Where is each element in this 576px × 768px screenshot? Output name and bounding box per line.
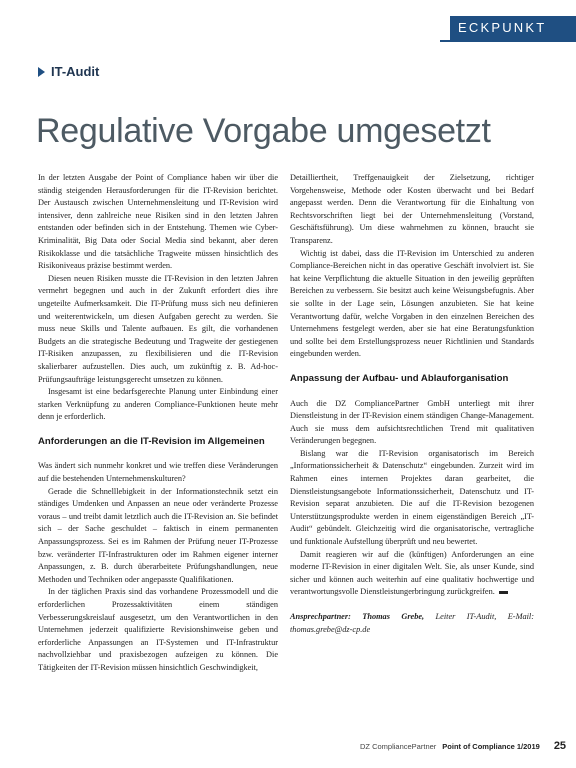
contact-details: Leiter IT-Audit, E-Mail: thomas.grebe@dz-cp.de	[290, 612, 535, 634]
paragraph: Gerade die Schnelllebigkeit in der Informationstechnik setzt ein ständiges Umdenken und Anpassen an neue oder veränderte Prozesse voraus – und treibt damit letztlich auch die IT-Revision an. Sie befindet sich – der Sache geschuldet – faktisch in einem permanenten Anpassungsprozess. Sei es im Rahmen der Prüfung neuer IT-Prozesse bzw. veränderter IT-Infrastrukturen oder im Rahmen eigener interner Anpassungen, z. B. durch überarbeitete Prüfungshandlungen, neue Methoden und Techniken oder angepasste Qualifikationen.	[38, 486, 278, 584]
paragraph-text: Damit reagieren wir auf die (künftigen) Anforderungen an eine moderne IT-Revision in einer digitalen Welt. Sie, als unser Kunde, sind sicher und können auch weiterhin auf eine qualitativ hochwertige und verantwortungsvolle Dienstleistungerbringung zurückgreifen.	[290, 549, 534, 597]
paragraph: Was ändert sich nunmehr konkret und wie treffen diese Veränderungen auf die bestehenden Unternehmenskulturen?	[38, 461, 278, 484]
section-heading	[38, 64, 99, 79]
paragraph: Insgesamt ist eine bedarfsgerechte Planung unter Einbindung einer starken Verknüpfung zu anderen Compliance-Funktionen heute mehr denn je erforderlich.	[38, 387, 278, 422]
paragraph	[290, 549, 534, 599]
paragraph: Wichtig ist dabei, dass die IT-Revision im Unterschied zu anderen Compliance-Bereichen nicht in das operative Geschäft involviert ist. Sie hat keine Verpflichtung die aktuelle Situation in den jeweilig geprüften Bereichen zu verbessern. Sie besitzt auch keine Weisungsbefugnis. Aber sie sollte in der Lage sein, Lösungen anzubieten. Sie hat keine Verantwortung dafür, welche Vorgaben in den einzelnen Bereichen des Unternehmens festgelegt werden, aber sie hat eine Beratungsfunktion und sollte bei dem Erstellungsprozess neuer Richtlinien und Standards eingebunden werden.	[290, 248, 534, 359]
paragraph: In der täglichen Praxis sind das vorhandene Prozessmodell und die erforderlichen Prozessaktivitäten einem ständigen Verbesserungskreislauf ausgesetzt, um den Verantwortlichen in den Unternehmen jederzeit qualifizierte Revisionshinweise geben und erforderliche Anpassungen an IT-Systemen und IT-Infrastruktur nachvollziehbar und praxisbezogen aufzeigen zu können. Die Tätigkeiten der IT-Revision müssen hinsichtlich Geschwindigkeit,	[38, 587, 278, 672]
subheading: Anpassung der Aufbau- und Ablauforganisation	[290, 372, 509, 384]
paragraph: In der letzten Ausgabe der Point of Compliance haben wir über die ständig steigenden Herausforderungen für die IT-Revision berichtet. Der Austausch zwischen Unternehmensleitung und IT-Revision wird intensiver, denn zahlreiche neue Risiken sind in den letzten Jahren entstanden oder befinden sich in der Entstehung. Themen wie Cyber-Kriminalität, Big Data oder Social Media sind bekannt, aber deren Risikoklasse und die tatsächliche Tragweite müssen hinsichtlich des Risikoniveaus präzise bestimmt werden.	[38, 173, 278, 271]
triangle-right-icon	[38, 67, 45, 77]
paragraph: Bislang war die IT-Revision organisatorisch im Bereich „Informationssicherheit & Datenschutz“ eingebunden. Zurzeit wird im Rahmen eines internen Projektes daran gearbeitet, die Dienstleistungsangebote Informationssicherheit, Datenschutz und IT-Revision separat anzubieten. Die auf die IT-Revision bezogenen Unterstützungsprodukte werden in einem eigenständigen Bereich „IT-Audit“ gebündelt. Gleichzeitig wird die organisatorische, vertragliche und funktionale Aufstellung überprüft und neu bewertet.	[290, 448, 534, 547]
page-number: 25	[553, 740, 567, 752]
section-label-eckpunkt: ECKPUNKT	[450, 16, 576, 40]
contact-label: Ansprechpartner:	[290, 612, 351, 621]
contact-name: Thomas Grebe,	[362, 612, 425, 621]
right-column	[290, 172, 534, 636]
header-rule	[440, 40, 576, 42]
paragraph: Detailliertheit, Treffgenauigkeit der Zielsetzung, richtiger Vorgehensweise, Methode oder Kosten überwacht und bei Bedarf angepasst werden. Denn die Verantwortung für die Einhaltung von Rechtsvorschriften liegt bei der Unternehmensleitung (Vorstand, Geschäftsführung). Um diese wahrnehmen zu können, braucht sie Transparenz.	[290, 173, 534, 245]
end-mark-icon	[499, 591, 508, 594]
section-title: IT-Audit	[51, 64, 100, 79]
article-headline: Regulative Vorgabe umgesetzt	[36, 112, 491, 150]
footer-company: DZ CompliancePartner	[360, 742, 437, 751]
footer-publication: Point of Compliance 1/2019	[442, 742, 540, 751]
subheading: Anforderungen an die IT-Revision im Allgemeinen	[38, 435, 265, 447]
top-bar	[0, 0, 576, 42]
left-column	[38, 172, 278, 675]
paragraph: Diesen neuen Risiken musste die IT-Revision in den letzten Jahren vermehrt begegnen und auch in der Zukunft erfordert dies ihre ungeteilte Aufmerksamkeit. Die IT-Prüfung muss sich neu definieren und weiterentwickeln, um diesen Aufgaben gerecht zu werden. Sie muss neue Skills und Talente aufbauen. Es gilt, die vorhandenen Budgets an die strategische Bedeutung und Tragweite der gestiegenen IT-Risiken anzupassen, zu flexibilisieren und die IT-Revision skalierbarer aufzustellen. Dies auch, um zukünftig z. B. Ad-hoc-Prüfungsaufträge leistungsgerecht umsetzen zu können.	[38, 273, 278, 384]
page-footer	[360, 740, 566, 752]
contact-info	[290, 611, 534, 636]
paragraph: Auch die DZ CompliancePartner GmbH unterliegt mit ihrer Dienstleistung in der IT-Revision einem ständigen Change-Management. Auch sie muss dem aufsichtsrechtlichen Trend mit qualitativen Veränderungen begegnen.	[290, 398, 534, 446]
